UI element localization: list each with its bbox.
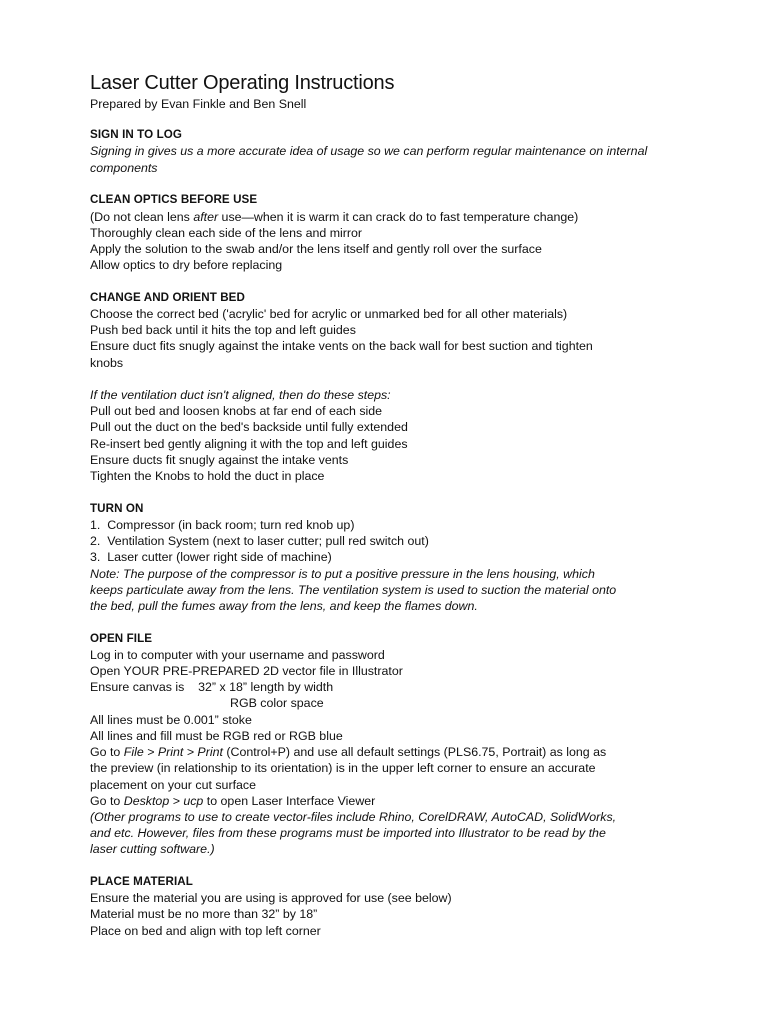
place-material-step: Ensure the material you are using is approved for use (see below) — [90, 891, 452, 906]
section-heading: OPEN FILE — [90, 631, 153, 645]
canvas-color-line: RGB color space — [230, 696, 324, 711]
spacer — [90, 371, 690, 387]
clean-optics-step: Allow optics to dry before replacing — [90, 258, 283, 273]
section-heading: CLEAN OPTICS BEFORE USE — [90, 193, 258, 207]
section-heading: CHANGE AND ORIENT BED — [90, 290, 245, 304]
turn-on-list-item: 1. Compressor (in back room; turn red knob up) — [90, 517, 355, 532]
stroke-rule-line: All lines must be 0.001” stoke — [90, 712, 252, 727]
document-title: Laser Cutter Operating Instructions — [90, 72, 395, 94]
canvas-size-line: Ensure canvas is 32” x 18” length by width — [90, 680, 334, 695]
desktop-path: Desktop > ucp — [123, 793, 204, 808]
other-programs-line: (Other programs to use to create vector-files include Rhino, CorelDRAW, AutoCAD, SolidWorks, — [90, 809, 617, 824]
duct-alignment-step: Tighten the Knobs to hold the duct in place — [90, 469, 325, 484]
section-place-material — [90, 874, 690, 939]
desktop-text-end: to open Laser Interface Viewer — [203, 793, 376, 808]
place-material-step: Place on bed and align with top left corner — [90, 923, 321, 938]
section-heading: TURN ON — [90, 501, 144, 515]
open-file-step: Log in to computer with your username and password — [90, 647, 385, 662]
sign-in-text-line: Signing in gives us a more accurate idea of usage so we can perform regular maintenance on internal — [90, 144, 648, 159]
section-heading: PLACE MATERIAL — [90, 875, 193, 889]
change-bed-step: knobs — [90, 355, 124, 370]
document-byline: Prepared by Evan Finkle and Ben Snell — [90, 97, 307, 111]
section-sign-in — [90, 127, 690, 176]
duct-alignment-step: Pull out the duct on the bed's backside until fully extended — [90, 420, 408, 435]
warning-text-start: (Do not clean lens — [90, 209, 194, 224]
warning-text-end: use—when it is warm it can crack do to fast temperature change) — [218, 209, 579, 224]
place-material-step: Material must be no more than 32” by 18” — [90, 907, 318, 922]
desktop-text-start: Go to — [90, 793, 124, 808]
clean-optics-step: Thoroughly clean each side of the lens and mirror — [90, 225, 363, 240]
change-bed-step: Ensure duct fits snugly against the intake vents on the back wall for best suction and tighten — [90, 339, 593, 354]
turn-on-note-line: Note: The purpose of the compressor is to put a positive pressure in the lens housing, which — [90, 566, 595, 581]
other-programs-line: laser cutting software.) — [90, 842, 215, 857]
fill-rule-line: All lines and fill must be RGB red or RGB blue — [90, 728, 343, 743]
warning-text-emphasis: after — [193, 209, 219, 224]
change-bed-step: Push bed back until it hits the top and left guides — [90, 323, 356, 338]
open-file-step: Open YOUR PRE-PREPARED 2D vector file in Illustrator — [90, 664, 403, 679]
section-open-file — [90, 631, 690, 858]
section-heading: SIGN IN TO LOG — [90, 128, 183, 142]
duct-alignment-note: If the ventilation duct isn't aligned, then do these steps: — [90, 388, 391, 403]
clean-optics-warning — [90, 209, 690, 225]
section-turn-on — [90, 501, 690, 614]
print-instruction-line: the preview (in relationship to its orientation) is in the upper left corner to ensure an accurate — [90, 761, 596, 776]
print-text-end: (Control+P) and use all default settings (PLS6.75, Portrait) as long as — [222, 745, 607, 760]
print-instruction-line — [90, 744, 690, 760]
print-text-start: Go to — [90, 745, 124, 760]
section-clean-optics — [90, 192, 690, 273]
print-menu-path: File > Print > Print — [123, 745, 223, 760]
duct-alignment-step: Pull out bed and loosen knobs at far end of each side — [90, 404, 383, 419]
print-instruction-line: placement on your cut surface — [90, 777, 256, 792]
duct-alignment-step: Ensure ducts fit snugly against the intake vents — [90, 452, 349, 467]
sign-in-text-line: components — [90, 160, 158, 175]
document-page — [90, 70, 690, 955]
turn-on-note-line: the bed, pull the fumes away from the lens, and keep the flames down. — [90, 598, 478, 613]
section-change-bed — [90, 290, 690, 484]
turn-on-list-item: 2. Ventilation System (next to laser cutter; pull red switch out) — [90, 534, 429, 549]
change-bed-step: Choose the correct bed ('acrylic' bed for acrylic or unmarked bed for all other materials) — [90, 307, 568, 322]
desktop-instruction-line — [90, 793, 690, 809]
duct-alignment-step: Re-insert bed gently aligning it with the top and left guides — [90, 436, 408, 451]
turn-on-list-item: 3. Laser cutter (lower right side of machine) — [90, 550, 332, 565]
clean-optics-step: Apply the solution to the swab and/or the lens itself and gently roll over the surface — [90, 241, 542, 256]
other-programs-line: and etc. However, files from these programs must be imported into Illustrator to be read by the — [90, 826, 606, 841]
turn-on-note-line: keeps particulate away from the lens. The ventilation system is used to suction the material onto — [90, 582, 617, 597]
